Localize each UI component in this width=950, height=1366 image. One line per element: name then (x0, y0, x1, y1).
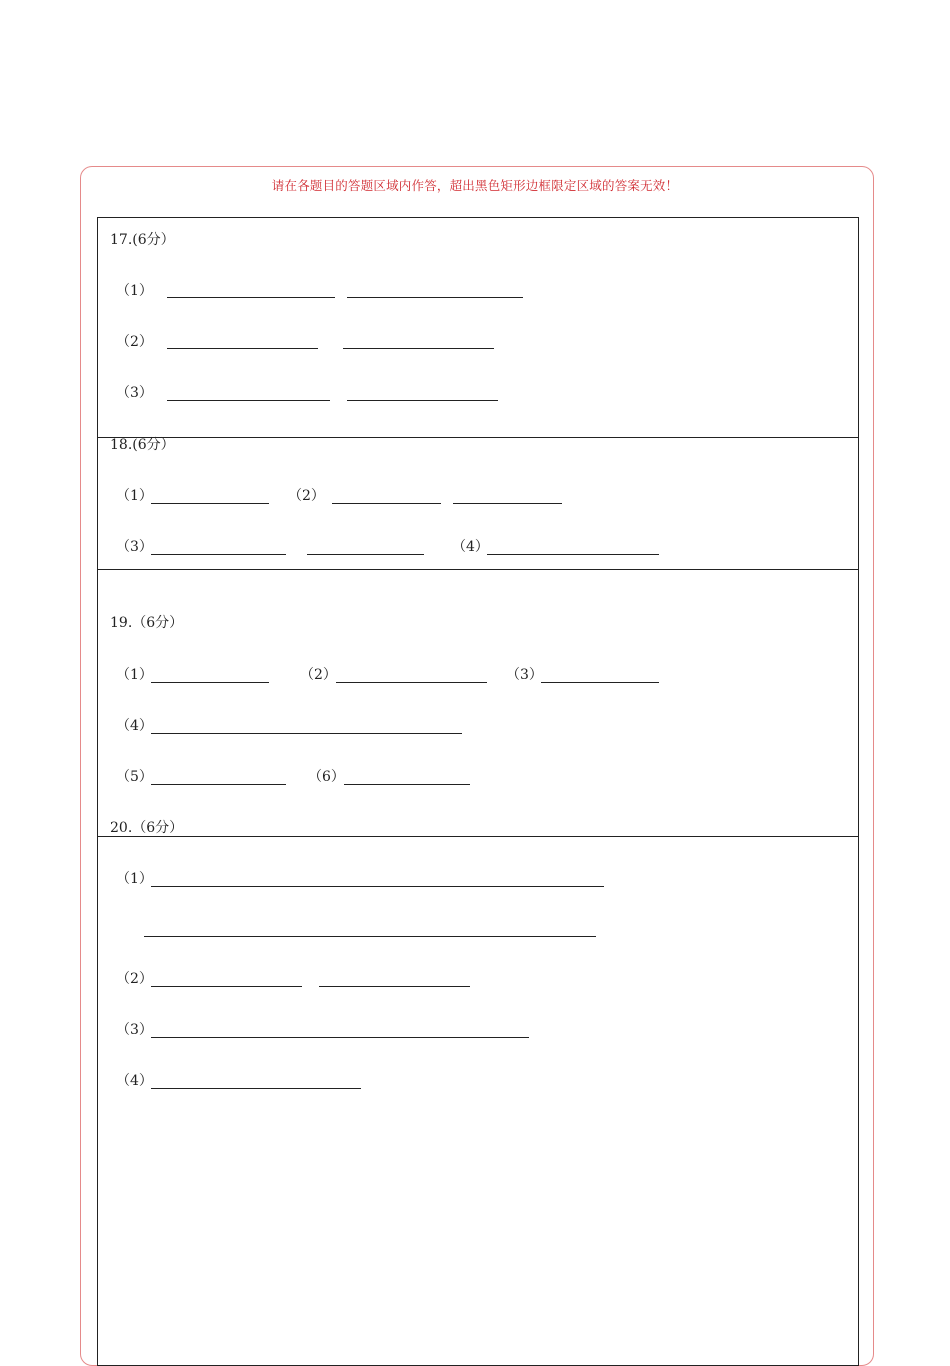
q18-3-answer-line-b[interactable] (307, 554, 424, 555)
q19-part-3-label: （3） (506, 667, 543, 683)
q18-part-3-label: （3） (116, 539, 153, 555)
q20-2-answer-line-b[interactable] (319, 986, 470, 987)
q18-part-4-label: （4） (452, 539, 489, 555)
q19-part-4-label: （4） (116, 718, 153, 734)
q20-3-answer-line[interactable] (151, 1037, 529, 1038)
q17-2-answer-line-b[interactable] (343, 348, 494, 349)
q19-5-answer-line[interactable] (151, 784, 286, 785)
q18-2-answer-line-b[interactable] (453, 503, 562, 504)
q19-part-2-label: （2） (300, 667, 337, 683)
q20-2-answer-line-a[interactable] (151, 986, 302, 987)
q19-1-answer-line[interactable] (151, 682, 269, 683)
q17-3-answer-line-a[interactable] (167, 400, 330, 401)
q18-2-answer-line-a[interactable] (332, 503, 441, 504)
question-17-box (97, 217, 859, 438)
q19-3-answer-line[interactable] (541, 682, 659, 683)
q19-2-answer-line[interactable] (336, 682, 487, 683)
q17-3-answer-line-b[interactable] (347, 400, 498, 401)
q20-1-answer-line-a[interactable] (151, 886, 604, 887)
q20-1-answer-line-b[interactable] (144, 936, 596, 937)
q17-part-2-label: （2） (116, 334, 153, 350)
q18-part-1-label: （1） (116, 488, 153, 504)
q17-1-answer-line-a[interactable] (167, 297, 335, 298)
question-19-title: 19.（6分） (110, 615, 184, 631)
q20-part-4-label: （4） (116, 1073, 153, 1089)
q17-1-answer-line-b[interactable] (347, 297, 523, 298)
q18-3-answer-line-a[interactable] (151, 554, 286, 555)
q18-1-answer-line[interactable] (151, 503, 269, 504)
question-17-title: 17.(6分） (110, 232, 175, 248)
question-18-title: 18.(6分） (110, 437, 175, 453)
q18-part-2-label: （2） (288, 488, 325, 504)
q18-4-answer-line[interactable] (487, 554, 659, 555)
q20-part-3-label: （3） (116, 1022, 153, 1038)
q19-part-1-label: （1） (116, 667, 153, 683)
q20-part-1-label: （1） (116, 871, 153, 887)
q17-2-answer-line-a[interactable] (167, 348, 318, 349)
q19-6-answer-line[interactable] (344, 784, 470, 785)
answer-area-notice: 请在各题目的答题区域内作答，超出黑色矩形边框限定区域的答案无效！ (271, 178, 679, 193)
q17-part-1-label: （1） (116, 283, 153, 299)
q20-part-2-label: （2） (116, 971, 153, 987)
question-19-box (97, 569, 859, 837)
q20-4-answer-line[interactable] (151, 1088, 361, 1089)
q19-part-5-label: （5） (116, 769, 153, 785)
q19-part-6-label: （6） (308, 769, 345, 785)
q19-4-answer-line[interactable] (151, 733, 462, 734)
question-20-box (97, 836, 859, 1366)
q17-part-3-label: （3） (116, 385, 153, 401)
question-20-title: 20.（6分） (110, 820, 184, 836)
